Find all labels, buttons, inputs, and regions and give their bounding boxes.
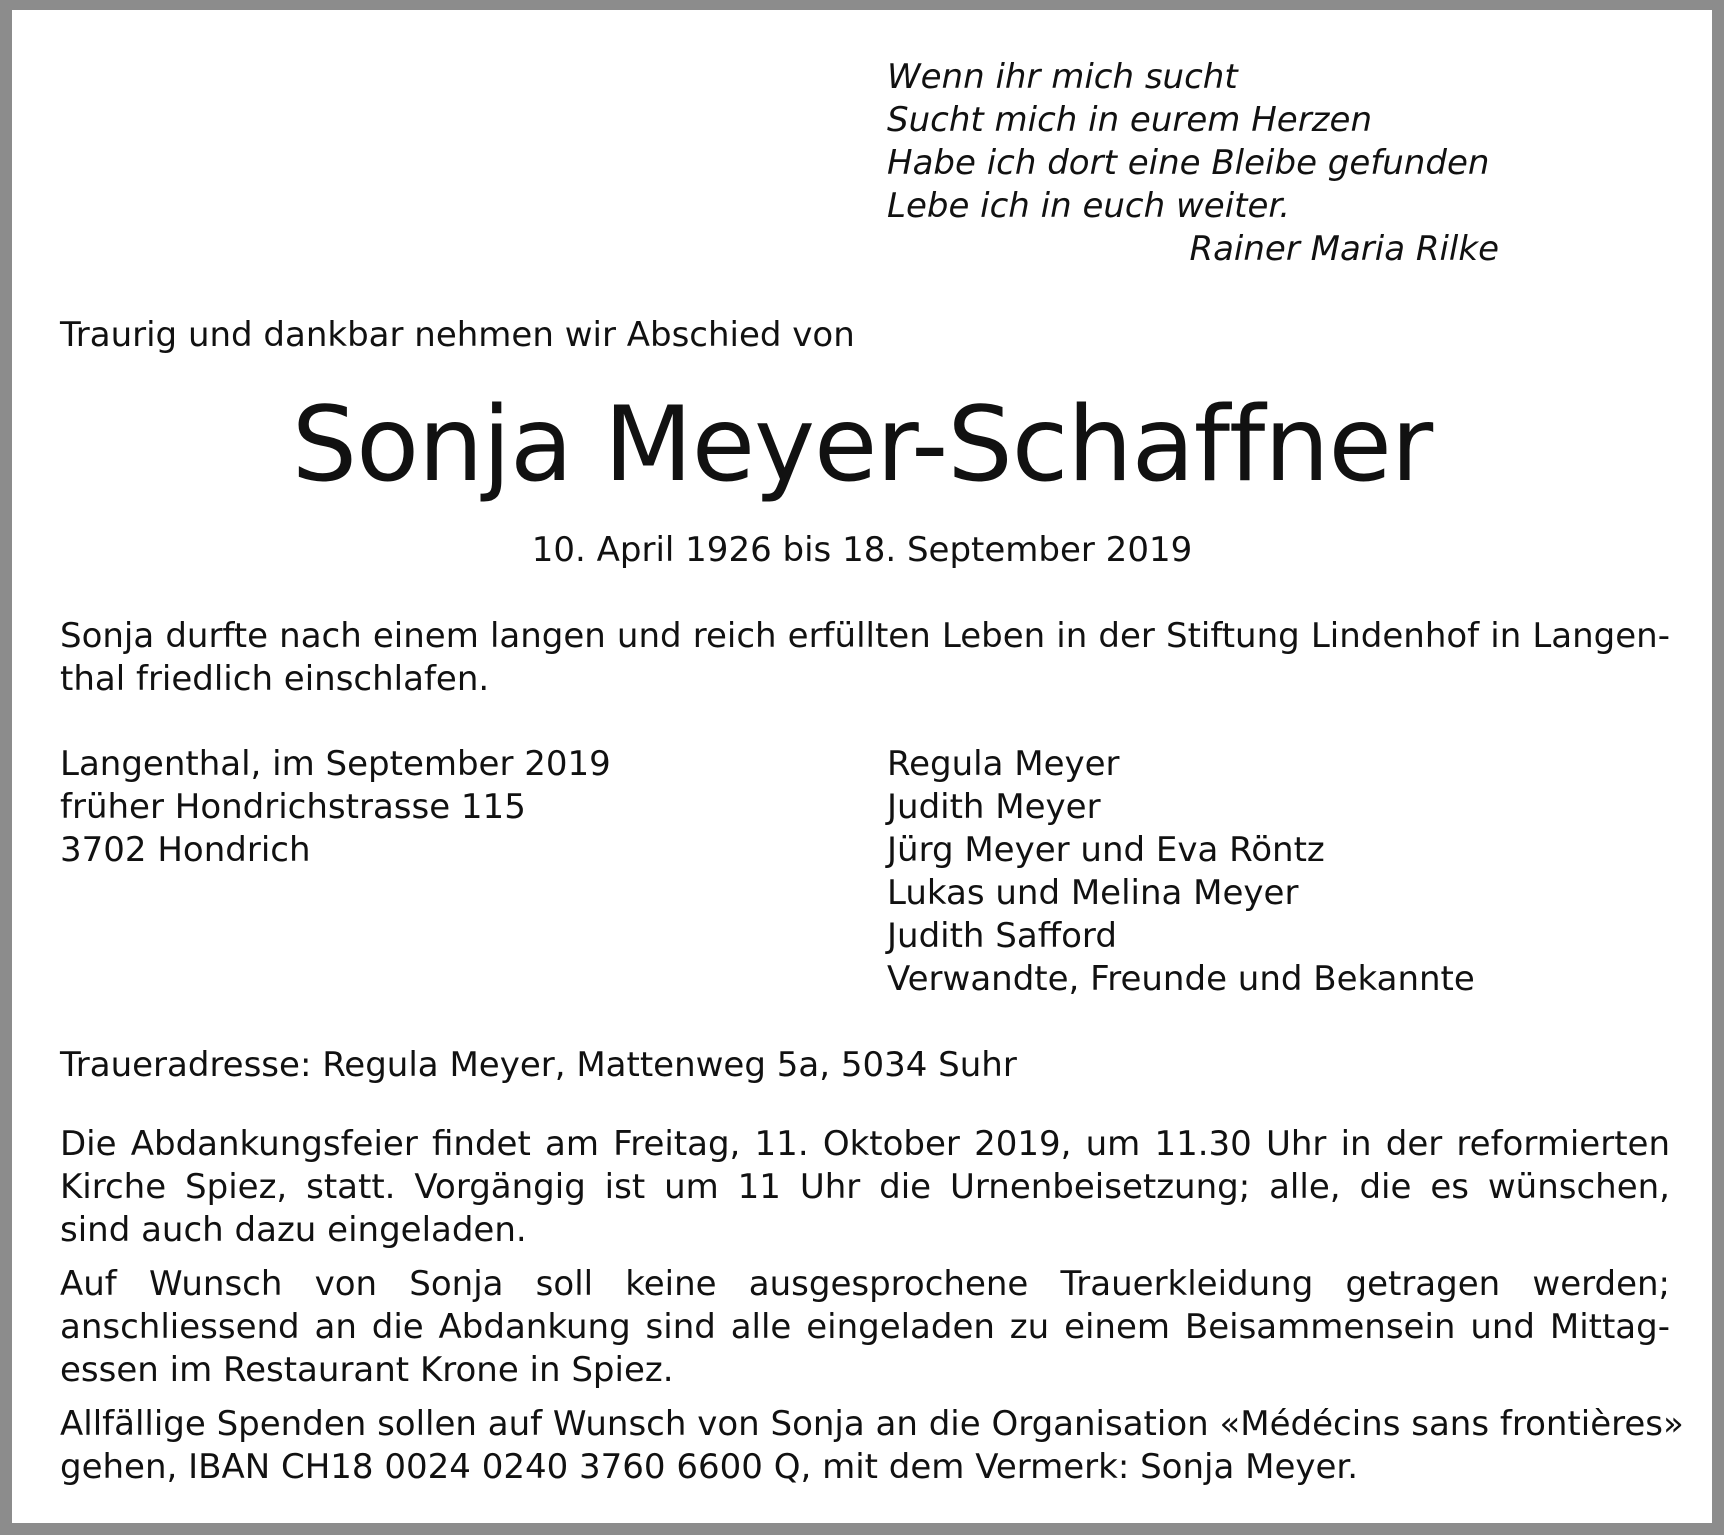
- place-line: früher Hondrichstrasse 115: [60, 787, 526, 827]
- place-line: Langenthal, im September 2019: [60, 744, 611, 784]
- family-line: Judith Safford: [887, 916, 1117, 956]
- poem-line: Habe ich dort eine Bleibe gefunden: [887, 143, 1490, 183]
- paragraph-line: thal friedlich einschlafen.: [60, 659, 490, 699]
- paragraph-line: gehen, IBAN CH18 0024 0240 3760 6600 Q, mit dem Vermerk: Sonja Meyer.: [60, 1447, 1359, 1487]
- family-line: Verwandte, Freunde und Bekannte: [887, 959, 1475, 999]
- poem-line: Lebe ich in euch weiter.: [887, 186, 1291, 226]
- paragraph-line: Die Abdankungsfeier findet am Freitag, 11. Oktober 2019, um 11.30 Uhr in der reformierten: [60, 1124, 1670, 1164]
- passing-paragraph: [60, 615, 1670, 701]
- poem-line: Wenn ihr mich sucht: [887, 57, 1238, 97]
- deceased-name: Sonja Meyer-Schaffner: [291, 385, 1433, 505]
- family-line: Judith Meyer: [887, 787, 1101, 827]
- life-dates: 10. April 1926 bis 18. September 2019: [531, 530, 1193, 570]
- poem-line: Sucht mich in eurem Herzen: [887, 100, 1372, 140]
- place-line: 3702 Hondrich: [60, 830, 311, 870]
- paragraph-line: Allfällige Spenden sollen auf Wunsch von Sonja an die Organisation «Médécins sans frontières»: [60, 1404, 1684, 1444]
- paragraph-line: anschliessend an die Abdankung sind alle eingeladen zu einem Beisammensein und Mittag-: [60, 1307, 1670, 1347]
- family-line: Regula Meyer: [887, 744, 1120, 784]
- paragraph-line: Sonja durfte nach einem langen und reich erfüllten Leben in der Stiftung Lindenhof in Langen-: [60, 616, 1670, 656]
- ceremony-paragraph: [60, 1123, 1670, 1252]
- place-block: [60, 743, 611, 872]
- paragraph-line: Kirche Spiez, statt. Vorgängig ist um 11 Uhr die Urnenbeisetzung; alle, die es wünschen,: [60, 1167, 1670, 1207]
- poem-author: Rainer Maria Rilke: [1189, 229, 1499, 269]
- paragraph-line: Auf Wunsch von Sonja soll keine ausgesprochene Trauerkleidung getragen werden;: [60, 1264, 1670, 1304]
- donations-paragraph: [60, 1403, 1684, 1489]
- intro-text: Traurig und dankbar nehmen wir Abschied von: [60, 315, 855, 355]
- family-block: [887, 743, 1475, 1001]
- paragraph-line: essen im Restaurant Krone in Spiez.: [60, 1350, 674, 1390]
- wish-paragraph: [60, 1263, 1670, 1392]
- family-line: Lukas und Melina Meyer: [887, 873, 1299, 913]
- obituary-sheet: [12, 10, 1712, 1523]
- poem-block: [887, 56, 1507, 271]
- family-line: Jürg Meyer und Eva Röntz: [887, 830, 1325, 870]
- paragraph-line: sind auch dazu eingeladen.: [60, 1210, 527, 1250]
- mourning-address: Traueradresse: Regula Meyer, Mattenweg 5a, 5034 Suhr: [60, 1045, 1017, 1085]
